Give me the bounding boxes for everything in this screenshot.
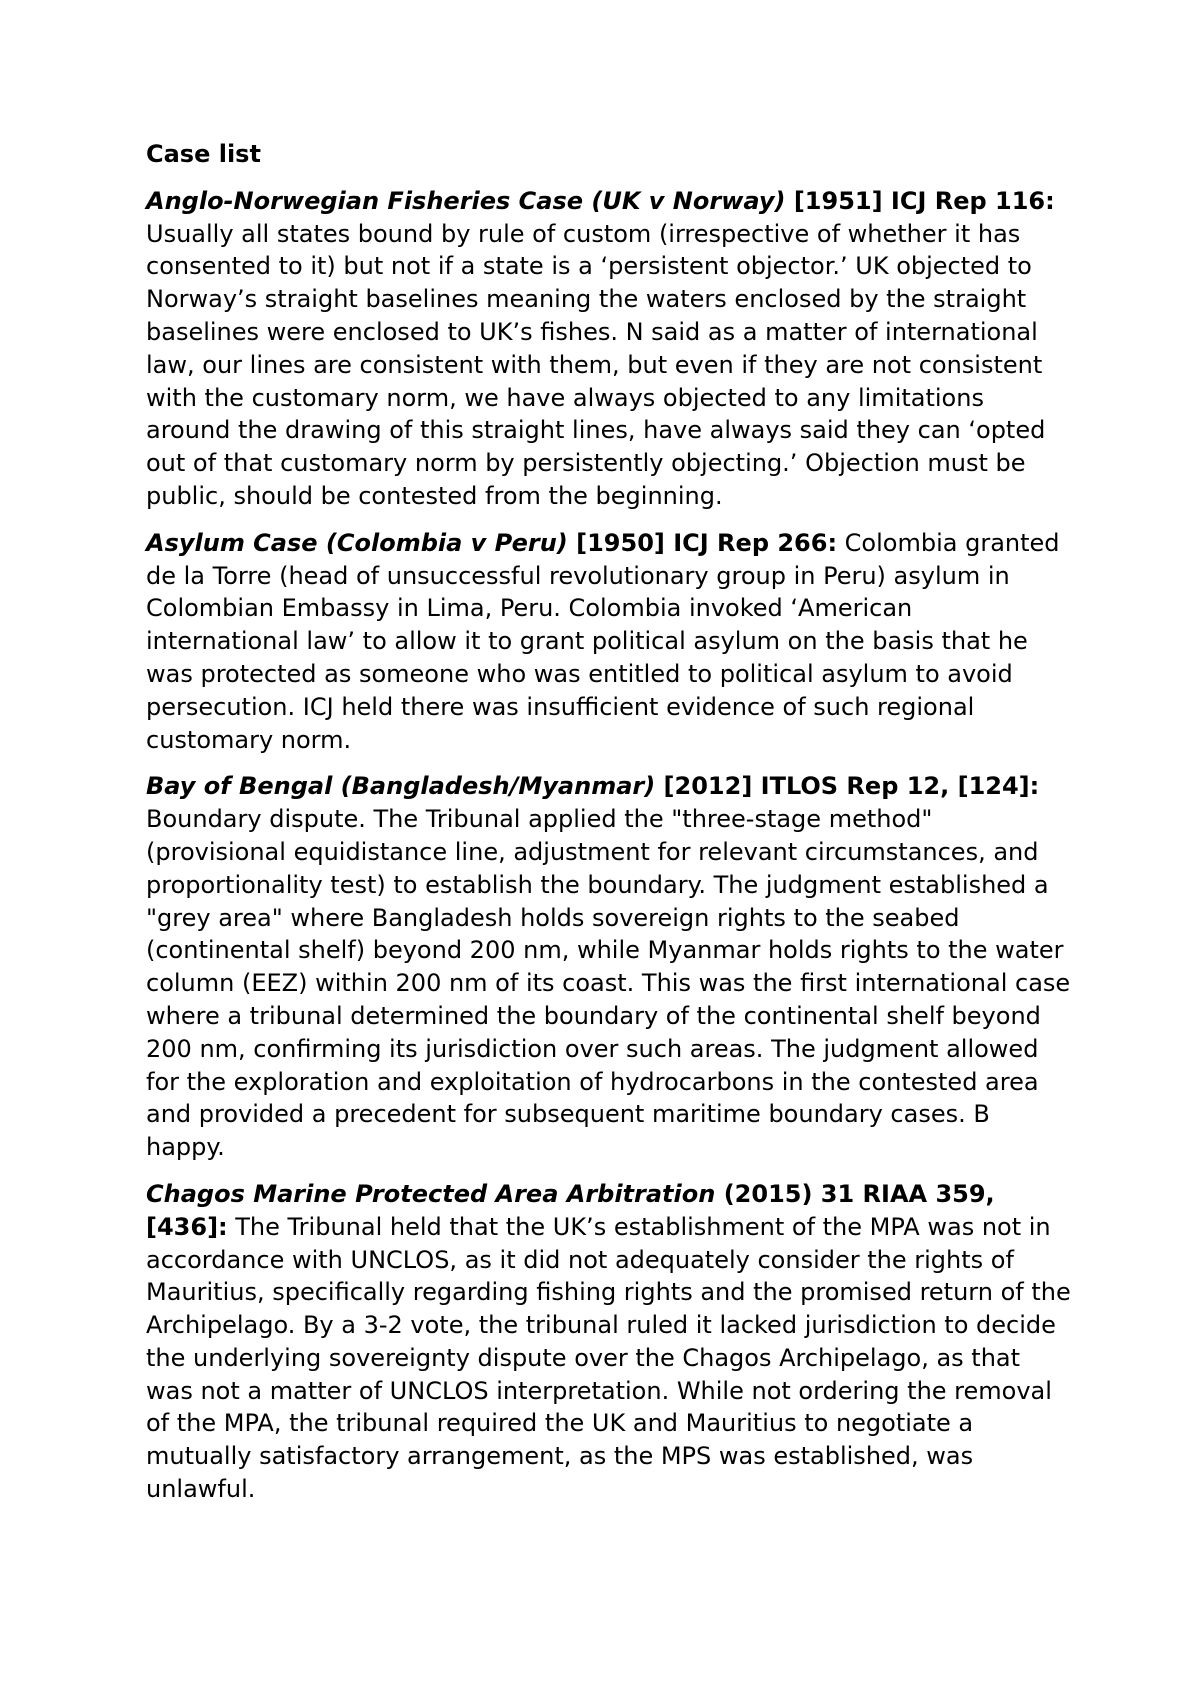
case-summary: The Tribunal held that the UK’s establishment of the MPA was not in accordance with UNCLOS, as it did not adequately consider the rights of Mauritius, specifically regarding fishing rights and the promised return of the Archipelago. By a 3-2 vote, the tribunal ruled it lacked jurisdiction to decide the underlying sovereignty dispute over the Chagos Archipelago, as that was not a matter of UNCLOS interpretation. While not ordering the removal of the MPA, the tribunal required the UK and Mauritius to negotiate a mutually satisfactory arrangement, as the MPS was established, was unlawful. bbox=[146, 1212, 1071, 1504]
case-entry bbox=[146, 770, 1071, 1164]
case-entry bbox=[146, 527, 1071, 757]
document-title: Case list bbox=[146, 140, 261, 168]
case-citation: [1951] ICJ Rep 116: bbox=[785, 186, 1055, 215]
case-citation: [2012] ITLOS Rep 12, [124]: bbox=[655, 772, 1040, 801]
case-citation: (2015) 31 RIAA 359, [436]: bbox=[146, 1179, 995, 1241]
case-summary: Boundary dispute. The Tribunal applied the "three-stage method" (provisional equidistance line, adjustment for relevant circumstances, and proportionality test) to establish the boundary. The judgment established a "grey area" where Bangladesh holds sovereign rights to the seabed (continental shelf) beyond 200 nm, while Myanmar holds rights to the water column (EEZ) within 200 nm of its coast. This was the first international case where a tribunal determined the boundary of the continental shelf beyond 200 nm, confirming its jurisdiction over such areas. The judgment allowed for the exploration and exploitation of hydrocarbons in the contested area and provided a precedent for subsequent maritime boundary cases. B happy. bbox=[146, 805, 1071, 1162]
case-name: Asylum Case (Colombia v Peru) bbox=[146, 528, 568, 557]
case-entry bbox=[146, 185, 1071, 513]
case-name: Bay of Bengal (Bangladesh/Myanmar) bbox=[146, 772, 656, 801]
case-citation: [1950] ICJ Rep 266: bbox=[567, 528, 838, 557]
document-page bbox=[146, 138, 1071, 1520]
case-summary: Colombia granted de la Torre (head of unsuccessful revolutionary group in Peru) asylum in Colombian Embassy in Lima, Peru. Colombia invoked ‘American international law’ to allow it to grant political asylum on the basis that he was protected as someone who was entitled to political asylum to avoid persecution. ICJ held there was insufficient evidence of such regional customary norm. bbox=[146, 528, 1060, 754]
case-name: Chagos Marine Protected Area Arbitration bbox=[146, 1179, 716, 1208]
case-name: Anglo-Norwegian Fisheries Case (UK v Norway) bbox=[146, 186, 786, 215]
case-summary: Usually all states bound by rule of custom (irrespective of whether it has consented to it) but not if a state is a ‘persistent objector.’ UK objected to Norway’s straight baselines meaning the waters enclosed by the straight baselines were enclosed to UK’s fishes. N said as a matter of international law, our lines are consistent with them, but even if they are not consistent with the customary norm, we have always objected to any limitations around the drawing of this straight lines, have always said they can ‘opted out of that customary norm by persistently objecting.’ Objection must be public, should be contested from the beginning. bbox=[146, 219, 1046, 510]
case-entry bbox=[146, 1178, 1071, 1506]
